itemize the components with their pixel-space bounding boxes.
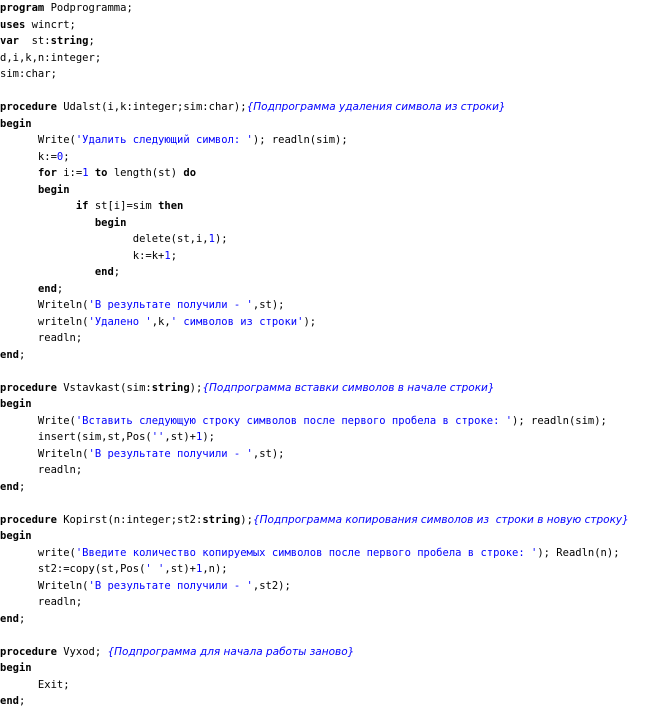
code-text: ,n); xyxy=(202,563,228,575)
code-keyword: end xyxy=(94,266,114,278)
code-line xyxy=(0,578,291,595)
code-text: write( xyxy=(0,546,76,559)
code-line xyxy=(0,396,32,413)
code-line xyxy=(0,50,101,67)
code-text: ; xyxy=(18,695,26,707)
code-line xyxy=(0,528,32,545)
code-keyword: string xyxy=(202,513,241,526)
code-text: ,st); xyxy=(252,447,285,460)
code-text: wincrt; xyxy=(25,18,76,31)
code-text: ); readln(sim); xyxy=(512,414,607,427)
code-keyword: end xyxy=(0,348,19,361)
code-line xyxy=(0,99,506,116)
code-text: ; xyxy=(170,249,178,262)
code-line xyxy=(0,182,70,199)
code-line xyxy=(0,66,57,83)
code-keyword: end xyxy=(0,695,19,707)
code-text: Vyxod; xyxy=(56,645,108,658)
code-text: ); readln(sim); xyxy=(252,134,348,146)
code-keyword: do xyxy=(183,167,197,179)
code-line xyxy=(0,429,215,446)
code-text: Write( xyxy=(0,134,76,146)
code-text: ); xyxy=(214,233,228,245)
code-line xyxy=(0,198,183,215)
code-number: 1 xyxy=(164,249,171,262)
code-keyword: to xyxy=(94,167,108,179)
code-text: ); Readln(n); xyxy=(537,546,620,559)
code-text xyxy=(0,167,38,179)
code-line xyxy=(0,561,228,578)
code-line xyxy=(0,479,25,496)
code-keyword: end xyxy=(37,282,57,295)
code-string: 'Удалено ' xyxy=(88,315,152,328)
code-string: '' xyxy=(151,431,165,443)
code-text: Writeln( xyxy=(0,299,89,311)
code-text: ,k, xyxy=(151,315,171,328)
code-number: 0 xyxy=(56,150,64,163)
code-text: i:= xyxy=(56,167,83,179)
code-text: ; xyxy=(18,348,26,361)
code-keyword: procedure xyxy=(0,645,57,658)
code-text: ); xyxy=(240,513,253,526)
code-keyword: string xyxy=(151,381,190,394)
code-text: ); xyxy=(303,315,317,328)
code-string: 'Вставить следующую строку символов после первого пробела в строке: ' xyxy=(75,414,513,427)
code-text: readln; xyxy=(0,332,83,344)
code-line xyxy=(0,462,82,479)
code-keyword: procedure xyxy=(0,101,57,113)
code-text xyxy=(0,283,38,295)
code-line xyxy=(0,512,629,529)
code-line xyxy=(0,644,354,661)
code-text: ,st)+ xyxy=(164,431,196,443)
code-keyword: end xyxy=(0,612,19,625)
code-text: ; xyxy=(63,150,70,163)
code-keyword: if xyxy=(75,200,89,212)
code-text: length(st) xyxy=(107,167,184,179)
code-text: ; xyxy=(56,282,64,295)
code-number: 1 xyxy=(208,233,215,245)
code-string: 'Введите количество копируемых символов после первого пробела в строке: ' xyxy=(75,546,538,559)
code-text: Write( xyxy=(0,414,76,427)
code-text: ; xyxy=(18,480,26,493)
code-keyword: procedure xyxy=(0,381,57,394)
code-line xyxy=(0,297,285,314)
code-line xyxy=(0,132,348,149)
code-line xyxy=(0,347,25,364)
code-text: writeln( xyxy=(0,315,89,328)
code-keyword: begin xyxy=(0,117,32,130)
code-line xyxy=(0,231,228,248)
code-text: Writeln( xyxy=(0,447,89,460)
code-comment: {Подпрограмма для начала работы заново} xyxy=(107,645,355,658)
code-keyword: begin xyxy=(0,530,32,542)
code-line xyxy=(0,660,32,677)
code-text: ; xyxy=(113,266,121,278)
code-keyword: var xyxy=(0,35,19,47)
code-line xyxy=(0,149,70,166)
code-text: k:= xyxy=(0,150,57,163)
code-number: 1 xyxy=(195,431,203,443)
code-text xyxy=(0,217,95,229)
code-text: Exit; xyxy=(0,678,70,691)
code-text: ; xyxy=(18,612,26,625)
code-text: readln; xyxy=(0,596,83,608)
code-keyword: begin xyxy=(94,216,127,229)
code-keyword: begin xyxy=(0,662,32,674)
code-text xyxy=(0,266,95,278)
code-keyword: for xyxy=(37,167,57,179)
code-keyword: begin xyxy=(37,183,70,196)
code-text: ); xyxy=(189,381,203,394)
code-text: ; xyxy=(88,35,95,47)
code-keyword: then xyxy=(158,200,184,212)
code-text: delete(st,i, xyxy=(0,233,209,245)
code-line xyxy=(0,33,95,50)
code-text: Podprogramma; xyxy=(44,2,133,14)
code-text: Vstavkast(sim: xyxy=(56,381,152,394)
code-string: ' символов из строки' xyxy=(170,315,304,328)
code-text: d,i,k,n:integer; xyxy=(0,51,102,64)
code-text: st: xyxy=(18,35,51,47)
code-keyword: procedure xyxy=(0,513,57,526)
code-number: 1 xyxy=(82,167,89,179)
code-text: Udalst(i,k:integer;sim:char); xyxy=(56,101,247,113)
code-text: ,st); xyxy=(252,299,285,311)
code-string: 'В результате получили - ' xyxy=(88,447,253,460)
code-text xyxy=(0,184,38,196)
code-string: 'Удалить следующий символ: ' xyxy=(75,134,253,146)
code-comment: {Подпрограмма удаления символа из строки} xyxy=(246,101,506,113)
code-text: k:=k+ xyxy=(0,249,165,262)
code-keyword: string xyxy=(50,35,89,47)
code-string: ' ' xyxy=(145,563,165,575)
code-keyword: program xyxy=(0,2,45,14)
code-line xyxy=(0,677,70,694)
code-keyword: end xyxy=(0,480,19,493)
code-line xyxy=(0,165,196,182)
code-keyword: begin xyxy=(0,398,32,410)
code-line xyxy=(0,545,620,562)
code-text: st2:=copy(st,Pos( xyxy=(0,563,146,575)
code-line xyxy=(0,116,32,133)
code-line xyxy=(0,264,120,281)
code-text: readln; xyxy=(0,464,83,476)
code-text: Kopirst(n:integer;st2: xyxy=(56,513,203,526)
code-text xyxy=(0,200,76,212)
code-line xyxy=(0,0,133,17)
code-text: ); xyxy=(202,431,215,443)
code-line xyxy=(0,611,25,628)
code-line xyxy=(0,380,495,397)
code-line xyxy=(0,413,607,430)
code-line xyxy=(0,693,25,710)
code-line xyxy=(0,446,285,463)
code-line xyxy=(0,314,316,331)
code-text: ,st)+ xyxy=(164,563,196,575)
code-line xyxy=(0,281,63,298)
code-line xyxy=(0,215,126,232)
code-text: Writeln( xyxy=(0,579,89,592)
code-comment: {Подпрограмма копирования символов из строки в новую строку} xyxy=(252,513,629,526)
code-number: 1 xyxy=(195,563,203,575)
code-text: st[i]=sim xyxy=(88,200,159,212)
code-string: 'В результате получили - ' xyxy=(88,299,253,311)
code-line xyxy=(0,594,82,611)
code-comment: {Подпрограмма вставки символов в начале строки} xyxy=(202,381,495,394)
code-text: ,st2); xyxy=(252,579,291,592)
code-line xyxy=(0,330,82,347)
code-line xyxy=(0,17,76,34)
code-keyword: uses xyxy=(0,18,26,31)
code-text: sim:char; xyxy=(0,68,57,80)
code-text: insert(sim,st,Pos( xyxy=(0,431,152,443)
code-line xyxy=(0,248,177,265)
code-string: 'В результате получили - ' xyxy=(88,579,253,592)
